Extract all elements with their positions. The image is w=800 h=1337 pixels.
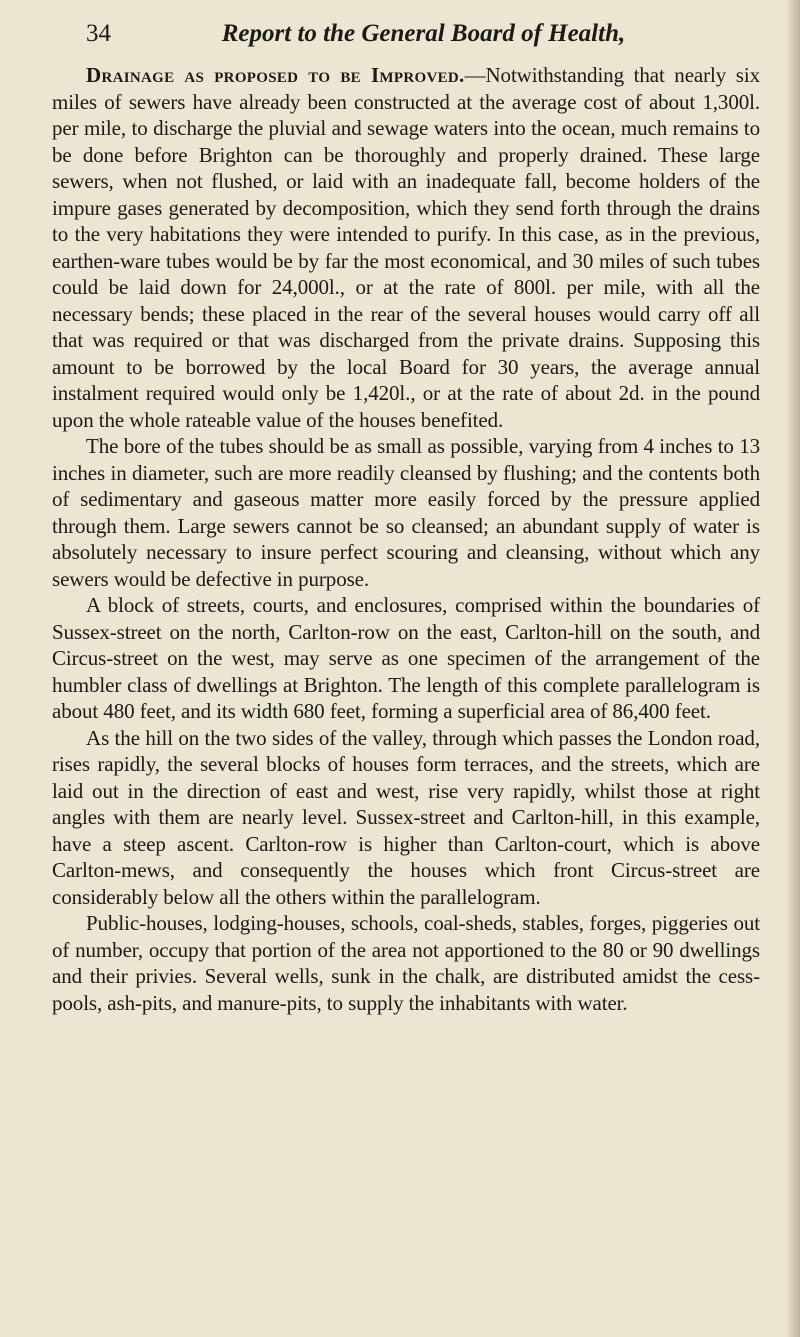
paragraph-drainage (52, 62, 760, 433)
running-header (86, 14, 761, 54)
running-title: Report to the General Board of Health, (221, 20, 626, 47)
paragraph-hill-terraces: As the hill on the two sides of the valley, through which passes the London road, rises rapidly, the several blocks of houses form terraces, and the streets, which are laid out in the direction of east and west, rise very rapidly, whilst those at right angles with them are nearly level. Sussex-street and Carlton-hill, in this example, have a steep ascent. Carlton-row is higher than Carlton-court, which is above Carlton-mews, and consequently the houses which front Circus-street are considerably below all the others within the parallelogram. (52, 725, 760, 909)
paragraph-text: —Notwithstanding that nearly six miles of sewers have already been constructed at the average cost of about 1,300l. per mile, to discharge the pluvial and sewage waters into the ocean, much remains to be done before Brighton can be thoroughly and properly drained. These large sewers, when not flushed, or laid with an inadequate fall, become holders of the impure gases generated by decomposition, which they send forth through the drains to the very habitations they were intended to purify. In this case, as in the previous, earthen-ware tubes would be by far the most economical, and 30 miles of such tubes could be laid down for 24,000l., or at the rate of 800l. per mile, with all the necessary bends; these placed in the rear of the several houses would carry off all that was required or that was discharged from the private drains. Supposing this amount to be borrowed by the local Board for 30 years, the average annual instalment required would only be 1,420l., or at the rate of about 2d. in the pound upon the whole rateable value of the houses benefited. (52, 63, 760, 432)
paragraph-tube-bore: The bore of the tubes should be as small as possible, varying from 4 inches to 13 inches in diameter, such are more readily cleansed by flushing; and the contents both of sedimentary and gaseous matter more easily forced by the pressure applied through them. Large sewers cannot be so cleansed; an abundant supply of water is absolutely necessary to insure perfect scouring and cleansing, without which any sewers would be defective in purpose. (52, 434, 760, 591)
paragraph-public-houses: Public-houses, lodging-houses, schools, coal-sheds, stables, forges, piggeries out of number, occupy that portion of the area not apportioned to the 80 or 90 dwellings and their privies. Several wells, sunk in the chalk, are distributed amidst the cess-pools, ash-pits, and manure-pits, to supply the inhabitants with water. (52, 911, 760, 1015)
paragraph-street-block: A block of streets, courts, and enclosures, comprised within the boundaries of Sussex-street on the north, Carlton-row on the east, Carlton-hill on the south, and Circus-street on the west, may serve as one specimen of the arrangement of the humbler class of dwellings at Brighton. The length of this complete parallelogram is about 480 feet, and its width 680 feet, forming a superficial area of 86,400 feet. (52, 593, 760, 723)
section-heading: Drainage as proposed to be Improved. (86, 63, 465, 87)
page-edge-shadow (786, 0, 800, 1337)
page-number: 34 (86, 20, 111, 47)
body-text (52, 62, 760, 1016)
